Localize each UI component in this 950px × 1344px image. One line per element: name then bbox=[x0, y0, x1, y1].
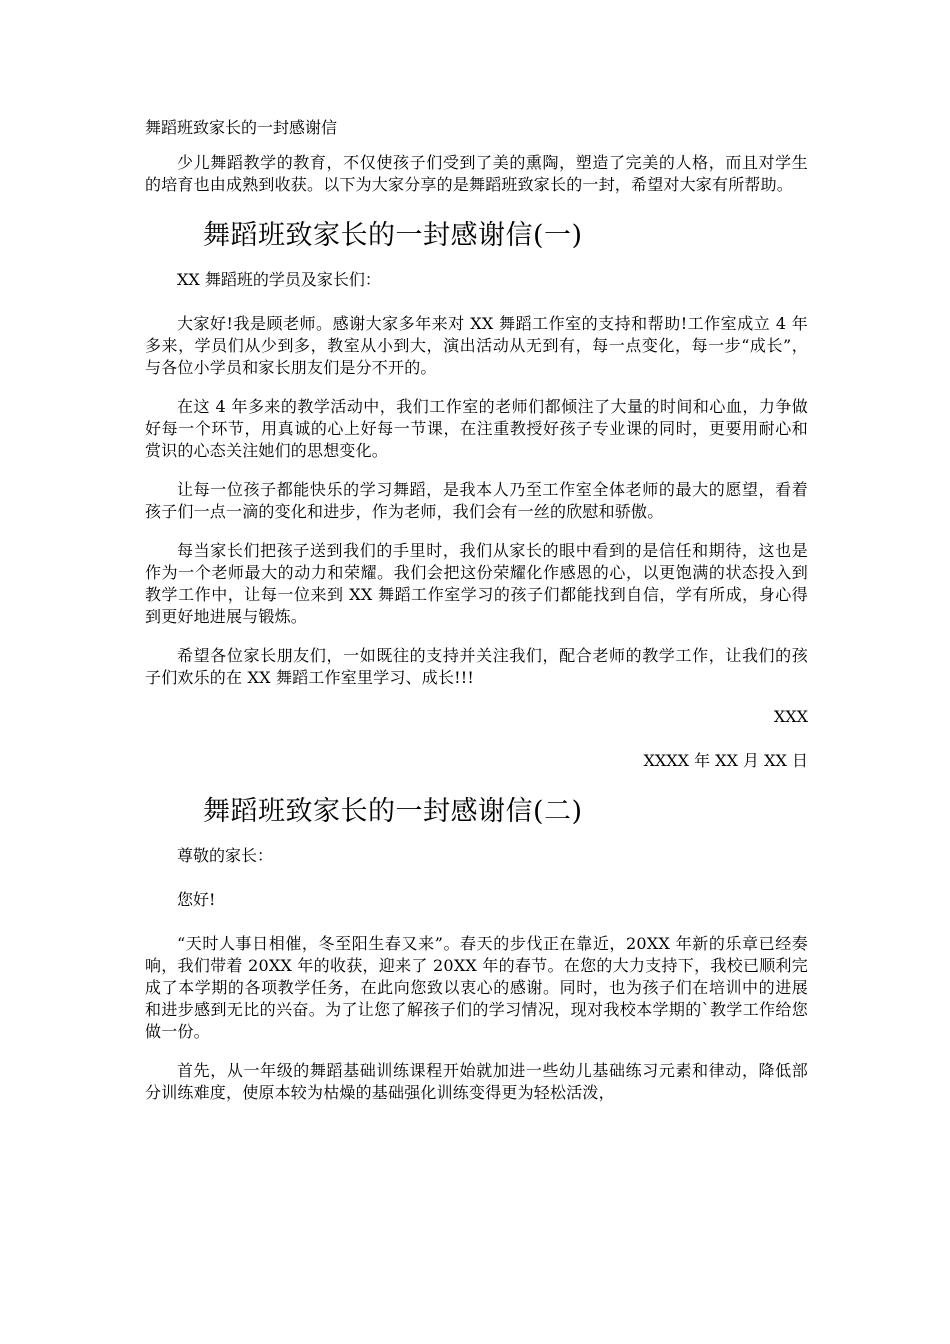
letter-one-title: 舞蹈班致家长的一封感谢信(一) bbox=[203, 220, 583, 251]
document-heading: 舞蹈班致家长的一封感谢信 bbox=[145, 118, 338, 137]
letter-two-greeting: 尊敬的家长： bbox=[177, 846, 274, 865]
letter-two-title: 舞蹈班致家长的一封感谢信(二) bbox=[203, 796, 583, 827]
intro-paragraph: 少儿舞蹈教学的教育，不仅使孩子们受到了美的熏陶，塑造了完美的人格，而且对学生的培育也由成熟到收获。以下为大家分享的是舞蹈班致家长的一封，希望对大家有所帮助。 bbox=[145, 153, 808, 194]
letter-one-greeting: XX 舞蹈班的学员及家长们： bbox=[177, 270, 381, 289]
document-body bbox=[145, 152, 808, 1121]
letter-one-paragraph-1: 大家好!我是顾老师。感谢大家多年来对 XX 舞蹈工作室的支持和帮助!工作室成立 4 年多来，学员们从少到多，教室从小到大，演出活动从无到有，每一点变化，每一步“成长”，与各位小学员和家长朋友们是分不开的。 bbox=[145, 314, 808, 377]
letter-two-paragraph-2: 首先，从一年级的舞蹈基础训练课程开始就加进一些幼儿基础练习元素和律动，降低部分训练难度，使原本较为枯燥的基础强化训练变得更为轻松活泼， bbox=[145, 1061, 808, 1102]
letter-one-paragraph-3: 让每一位孩子都能快乐的学习舞蹈，是我本人乃至工作室全体老师的最大的愿望，看着孩子们一点一滴的变化和进步，作为老师，我们会有一丝的欣慰和骄傲。 bbox=[145, 480, 808, 521]
letter-one-paragraph-4: 每当家长们把孩子送到我们的手里时，我们从家长的眼中看到的是信任和期待，这也是作为一个老师最大的动力和荣耀。我们会把这份荣耀化作感恩的心，以更饱满的状态投入到教学工作中，让每一位来到 XX 舞蹈工作室学习的孩子们都能找到自信，学有所成，身心得到更好地进展与锻炼。 bbox=[145, 541, 808, 626]
letter-one-paragraph-5: 希望各位家长朋友们，一如既往的支持并关注我们，配合老师的教学工作，让我们的孩子们欢乐的在 XX 舞蹈工作室里学习、成长!!! bbox=[145, 646, 808, 687]
letter-one-paragraph-2: 在这 4 年多来的教学活动中，我们工作室的老师们都倾注了大量的时间和心血，力争做好每一个环节，用真诚的心上好每一节课，在注重教授好孩子专业课的同时，更要用耐心和赏识的心态关注她们的思想变化。 bbox=[145, 397, 808, 460]
letter-two-paragraph-1: “天时人事日相催，冬至阳生春又来”。春天的步伐正在靠近，20XX 年新的乐章已经奏响，我们带着 20XX 年的收获，迎来了 20XX 年的春节。在您的大力支持下，我校已顺利完成了本学期的各项教学任务，在此向您致以衷心的感谢。同时，也为孩子们在培训中的进展和进步感到无比的兴奋。为了让您了解孩子们的学习情况，现对我校本学期的`教学工作给您做一份。 bbox=[145, 934, 808, 1041]
letter-two-hello: 您好! bbox=[177, 890, 216, 909]
letter-one-date: XXXX 年 XX 月 XX 日 bbox=[643, 751, 808, 770]
letter-one-signature: XXX bbox=[773, 707, 808, 726]
